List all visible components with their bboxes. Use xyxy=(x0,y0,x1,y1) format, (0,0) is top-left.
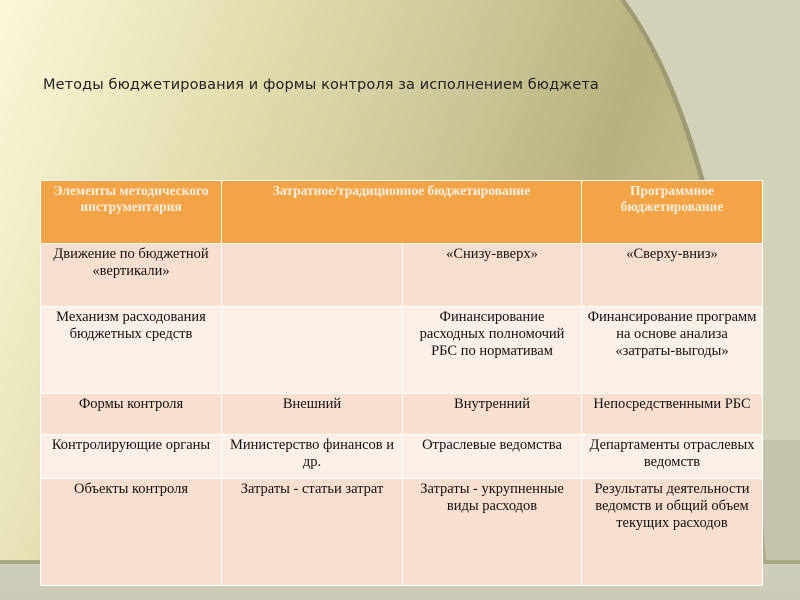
slide-title: Методы бюджетирования и формы контроля за исполнением бюджета xyxy=(43,77,599,93)
row-label: Формы контроля xyxy=(41,394,222,435)
cell: Финансирование расходных полномочий РБС по нормативам xyxy=(403,307,582,394)
cell: Министерство финансов и др. xyxy=(222,435,403,479)
table-row xyxy=(41,435,763,479)
cell: Финансирование программ на основе анализа «затраты-выгоды» xyxy=(582,307,763,394)
budgeting-methods-table xyxy=(40,180,763,586)
cell: Затраты - укрупненные виды расходов xyxy=(403,479,582,586)
cell xyxy=(222,244,403,307)
row-label: Движение по бюджетной «вертикали» xyxy=(41,244,222,307)
cell xyxy=(222,307,403,394)
table-row xyxy=(41,479,763,586)
header-program-budgeting: Программное бюджетирование xyxy=(582,181,763,244)
cell: «Снизу-вверх» xyxy=(403,244,582,307)
table-row xyxy=(41,307,763,394)
row-label: Механизм расходования бюджетных средств xyxy=(41,307,222,394)
cell: Департаменты отраслевых ведомств xyxy=(582,435,763,479)
cell: Отраслевые ведомства xyxy=(403,435,582,479)
table-row xyxy=(41,244,763,307)
cell: Внешний xyxy=(222,394,403,435)
row-label: Контролирующие органы xyxy=(41,435,222,479)
cell: Затраты - статьи затрат xyxy=(222,479,403,586)
cell: Результаты деятельности ведомств и общий объем текущих расходов xyxy=(582,479,763,586)
table-header-row xyxy=(41,181,763,244)
header-elements: Элементы методического инструментария xyxy=(41,181,222,244)
table-row xyxy=(41,394,763,435)
cell: Непосредственными РБС xyxy=(582,394,763,435)
row-label: Объекты контроля xyxy=(41,479,222,586)
cell: «Сверху-вниз» xyxy=(582,244,763,307)
header-cost-budgeting: Затратное/традиционное бюджетирование xyxy=(222,181,582,244)
cell: Внутренний xyxy=(403,394,582,435)
